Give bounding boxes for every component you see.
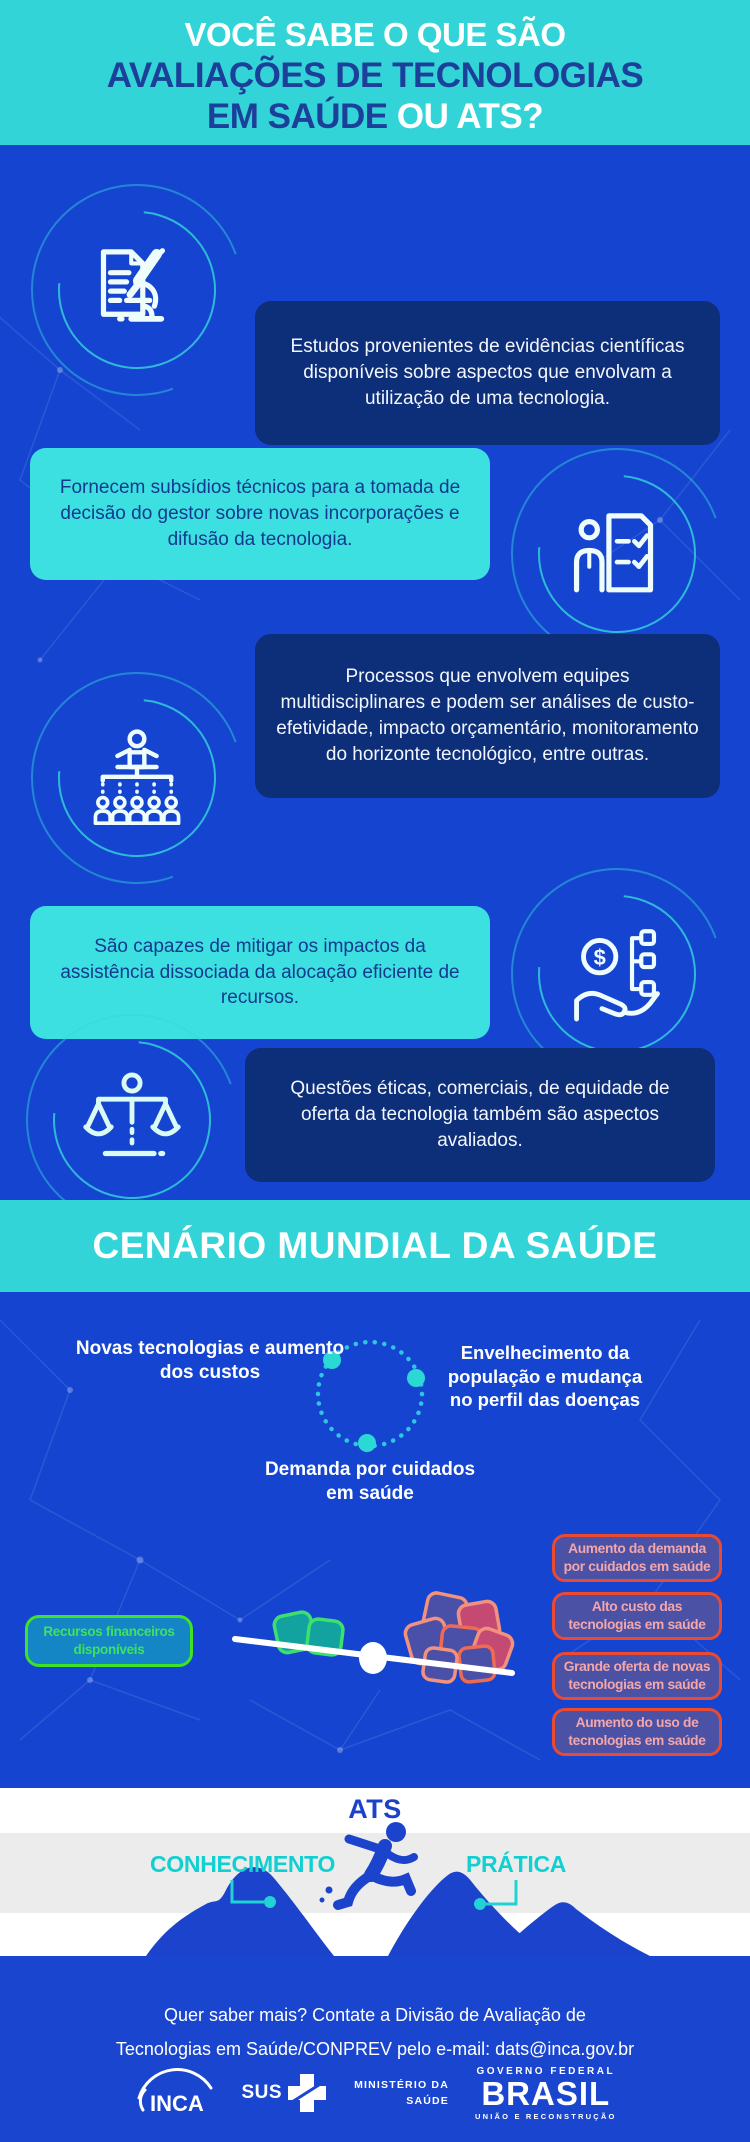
practice-label: PRÁTICA <box>465 1851 567 1877</box>
pressure-box-2 <box>552 1592 722 1640</box>
ministry-line-2: SAÚDE <box>406 2095 449 2108</box>
cycle-node-icon <box>407 1369 425 1387</box>
gov-federal-text: GOVERNO FEDERAL <box>476 2066 616 2077</box>
scenario-band <box>0 1200 750 1292</box>
knowledge-label: CONHECIMENTO <box>150 1851 336 1877</box>
pressure-label: Aumento da demanda por cuidados em saúde <box>563 1541 711 1574</box>
connector-dot-right <box>474 1898 486 1910</box>
resources-label: Recursos financeiros disponíveis <box>43 1624 175 1657</box>
title-line-2: AVALIAÇÕES DE TECNOLOGIAS <box>106 56 644 95</box>
ministry-line-1: MINISTÉRIO DA <box>354 2078 449 2091</box>
fact-text-2: Fornecem subsídios técnicos para a tomada de decisão do gestor sobre novas incorporações e difusão da tecnologia. <box>59 477 461 550</box>
pressure-label: Alto custo das tecnologias em saúde <box>568 1599 706 1632</box>
pressure-label: Aumento do uso de tecnologias em saúde <box>568 1715 706 1748</box>
fact-box-3 <box>255 634 720 798</box>
ministry-of-health-logo <box>354 2077 449 2111</box>
contact-text <box>45 1998 705 2066</box>
connector-dot-left <box>264 1896 276 1908</box>
government-logo <box>475 2066 617 2121</box>
factor-care-demand: Demanda por cuidados em saúde <box>264 1459 476 1505</box>
pressure-box-4 <box>552 1708 722 1756</box>
sus-cross-icon <box>286 2072 328 2114</box>
fact-text-3: Processos que envolvem equipes multidisciplinares e podem ser análises de custo-efetividade, impacto orçamentário, monitoramento do horizonte tecnológico, entre outras. <box>276 666 699 765</box>
pressure-box-3 <box>552 1652 722 1700</box>
fact-text-1: Estudos provenientes de evidências científicas disponíveis sobre aspectos que envolvam a utilização de uma tecnologia. <box>290 336 685 409</box>
pressure-box-1 <box>552 1534 722 1582</box>
contact-line-1: Quer saber mais? Contate a Divisão de Avaliação de <box>164 2005 586 2025</box>
pressure-label: Grande oferta de novas tecnologias em saúde <box>563 1659 711 1692</box>
fact-box-2 <box>30 448 490 580</box>
logos-row <box>0 2066 750 2121</box>
sus-logo <box>241 2072 328 2114</box>
cycle-node-icon <box>358 1434 376 1452</box>
fact-box-4 <box>30 906 490 1039</box>
resources-box <box>25 1615 193 1667</box>
gov-slogan-text: UNIÃO E RECONSTRUÇÃO <box>475 2111 617 2121</box>
title-line-3: EM SAÚDE OU ATS? <box>206 97 544 136</box>
fact-text-5: Questões éticas, comerciais, de equidade de oferta da tecnologia também são aspectos avaliados. <box>290 1078 670 1151</box>
svg-text:$: $ <box>593 944 606 970</box>
seesaw-diagram <box>220 1545 520 1685</box>
page-title <box>20 14 730 144</box>
factor-aging-population: Envelhecimento da população e mudança no perfil das doenças <box>447 1342 643 1411</box>
contact-line-2: Tecnologias em Saúde/CONPREV pelo e-mail: dats@inca.gov.br <box>115 2039 635 2060</box>
factor-new-technologies: Novas tecnologias e aumento dos custos <box>75 1338 345 1384</box>
sus-logo-text: SUS <box>241 2082 283 2104</box>
brasil-logo-text: BRASIL <box>481 2075 611 2112</box>
fact-box-1 <box>255 301 720 445</box>
scenario-title: CENÁRIO MUNDIAL DA SAÚDE <box>92 1225 658 1266</box>
fact-text-4: São capazes de mitigar os impactos da assistência dissociada da alocação eficiente de recursos. <box>60 935 460 1009</box>
inca-logo-text: INCA <box>150 2090 205 2114</box>
seesaw-fulcrum <box>359 1642 387 1674</box>
fact-box-5 <box>245 1048 715 1182</box>
title-line-1: VOCÊ SABE O QUE SÃO <box>184 16 566 53</box>
inca-logo <box>133 2068 215 2119</box>
ats-title: ATS <box>348 1794 402 1824</box>
